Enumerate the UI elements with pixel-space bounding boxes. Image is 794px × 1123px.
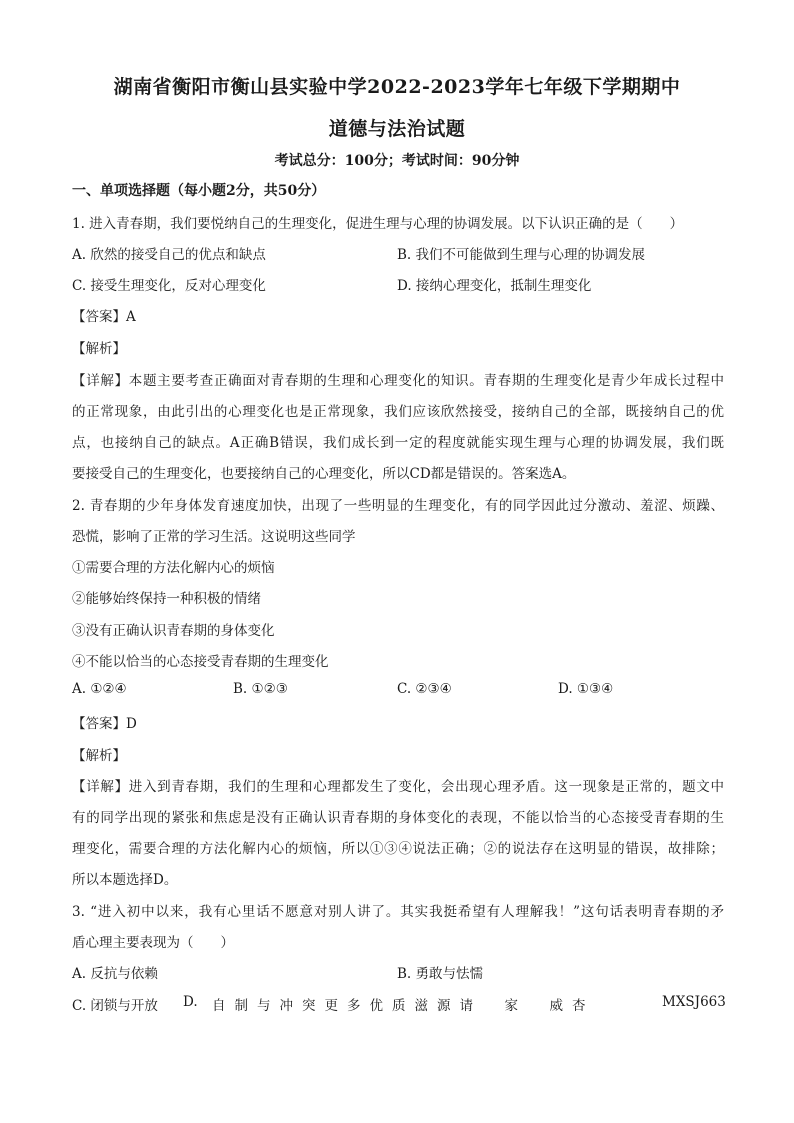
q1-option-d: D. 接纳心理变化，抵制生理变化 [397,278,592,294]
q1-option-b: B. 我们不可能做到生理与心理的协调发展 [397,247,646,263]
q3-option-a: A. 反抗与依赖 [72,966,158,982]
q2-detail-line-3: 理变化，需要合理的方法化解内心的烦恼，所以①③④说法正确；②的说法存在这明显的错误，故排除； [72,841,724,857]
q2-answer: 【答案】D [72,716,137,732]
q1-detail-line-4: 要接受自己的生理变化，也要接纳自己的心理变化，所以CD都是错误的。答案选A。 [72,466,576,482]
q2-detail-line-1: 【详解】进入到青春期，我们的生理和心理都发生了变化，会出现心理矛盾。这一现象是正常的，题文中 [72,779,724,795]
page-subtitle: 道德与法治试题 [328,118,466,140]
question-2-stem-line-1: 2. 青春期的少年身体发育速度加快，出现了一些明显的生理变化，有的同学因此过分激动、羞涩、烦躁、 [72,498,724,514]
q2-detail-line-2: 有的同学出现的紧张和焦虑是没有正确认识青春期的身体变化的表现，不能以恰当的心态接受青春期的生 [72,810,724,826]
q2-statement-2: ②能够始终保持一种积极的情绪 [72,591,261,607]
q1-option-c: C. 接受生理变化，反对心理变化 [72,278,266,294]
q3-option-d-label: D. [183,994,198,1010]
q2-analysis-label: 【解析】 [72,748,126,764]
q1-detail-line-1: 【详解】本题主要考查正确面对青春期的生理和心理变化的知识。青春期的生理变化是青少年成长过程中 [72,373,724,389]
q2-statement-4: ④不能以恰当的心态接受青春期的生理变化 [72,654,329,670]
section-heading: 一、单项选择题（每小题2分，共50分） [72,183,326,199]
q3-option-d-text: 自制与冲突更多优质滋源请 家 威杏 [212,998,595,1014]
watermark-code: MXSJ663 [662,994,726,1010]
q2-option-b: B. ①②③ [233,681,288,697]
question-3-stem-line-1: 3. “进入初中以来，我有心里话不愿意对别人讲了。其实我挺希望有人理解我！”这句话表明青春期的矛 [72,904,724,920]
q1-detail-line-3: 点，也接纳自己的缺点。A正确B错误，我们成长到一定的程度就能实现生理与心理的协调发展，我们既 [72,435,724,451]
question-2-stem-line-2: 恐慌，影响了正常的学习生活。这说明这些同学 [72,529,356,545]
q2-statement-3: ③没有正确认识青春期的身体变化 [72,623,275,639]
q2-detail-line-4: 所以本题选择D。 [72,872,178,888]
q1-answer: 【答案】A [72,309,136,325]
q1-option-a: A. 欣然的接受自己的优点和缺点 [72,247,266,263]
question-1-stem: 1. 进入青春期，我们要悦纳自己的生理变化，促进生理与心理的协调发展。以下认识正确的是（ ） [72,216,684,232]
page-title: 湖南省衡阳市衡山县实验中学2022-2023学年七年级下学期期中 [113,76,681,98]
q2-option-d: D. ①③④ [558,681,614,697]
q3-option-b: B. 勇敢与怯懦 [397,966,484,982]
q2-option-c: C. ②③④ [397,681,452,697]
q1-analysis-label: 【解析】 [72,341,126,357]
q1-detail-line-2: 的正常现象，由此引出的心理变化也是正常现象，我们应该欣然接受，接纳自己的全部，既接纳自己的优 [72,404,724,420]
question-3-stem-line-2: 盾心理主要表现为（ ） [72,935,234,951]
exam-info: 考试总分：100分；考试时间：90分钟 [274,153,520,169]
q2-statement-1: ①需要合理的方法化解内心的烦恼 [72,560,275,576]
q3-option-c: C. 闭锁与开放 [72,998,158,1014]
q2-option-a: A. ①②④ [72,681,127,697]
